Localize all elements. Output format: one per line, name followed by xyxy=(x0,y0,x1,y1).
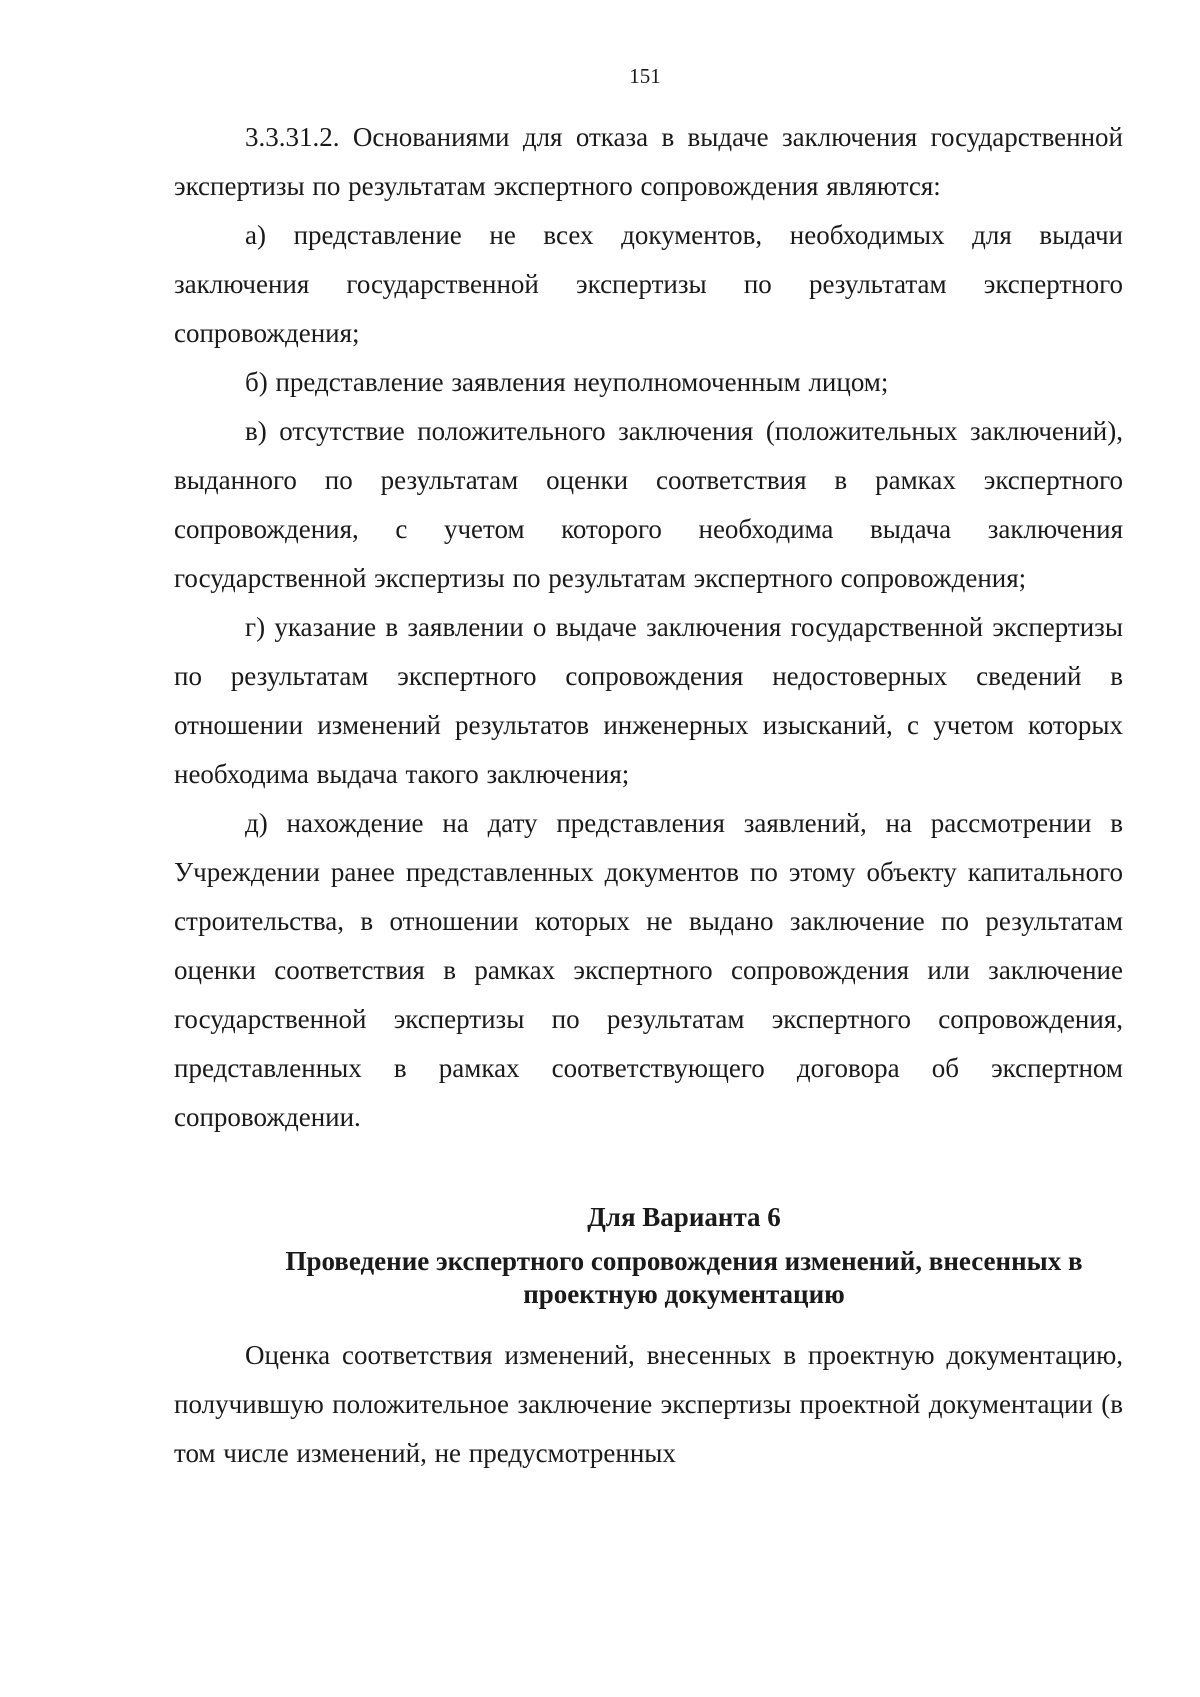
document-body xyxy=(174,113,1123,1478)
list-item-g: г) указание в заявлении о выдаче заключения государственной экспертизы по результатам экспертного сопровождения недостоверных сведений в отношении изменений результатов инженерных изысканий, с учетом которых необходима выдача такого заключения; xyxy=(174,612,1123,789)
variant-heading: Для Варианта 6 xyxy=(587,1202,781,1232)
list-item-d: д) нахождение на дату представления заявлений, на рассмотрении в Учреждении ранее представленных документов по этому объекту капитального строительства, в отношении которых не выдано заключение по результатам оценки соответствия в рамках экспертного сопровождения или заключение государственной экспертизы по результатам экспертного сопровождения, представленных в рамках соответствующего договора об экспертном сопровождении. xyxy=(174,808,1123,1132)
paragraph-3-3-31-2: 3.3.31.2. Основаниями для отказа в выдаче заключения государственной экспертизы по результатам экспертного сопровождения являются: xyxy=(174,122,1123,201)
paragraph-assessment: Оценка соответствия изменений, внесенных в проектную документацию, получившую положительное заключение экспертизы проектной документации (в том числе изменений, не предусмотренных xyxy=(174,1340,1123,1468)
list-item-v: в) отсутствие положительного заключения (положительных заключений), выданного по результатам оценки соответствия в рамках экспертного сопровождения, с учетом которого необходима выдача заключения государственной экспертизы по результатам экспертного сопровождения; xyxy=(174,416,1123,593)
section-title-line-2: проектную документацию xyxy=(523,1279,845,1309)
section-title-line-1: Проведение экспертного сопровождения изменений, внесенных в xyxy=(285,1246,1083,1276)
list-item-b: б) представление заявления неуполномоченным лицом; xyxy=(245,367,889,397)
section-title xyxy=(174,1245,1123,1311)
section-spacer xyxy=(174,1142,1123,1197)
list-item-a: а) представление не всех документов, необходимых для выдачи заключения государственной экспертизы по результатам экспертного сопровождения; xyxy=(174,220,1123,348)
page-number: 151 xyxy=(629,64,661,88)
